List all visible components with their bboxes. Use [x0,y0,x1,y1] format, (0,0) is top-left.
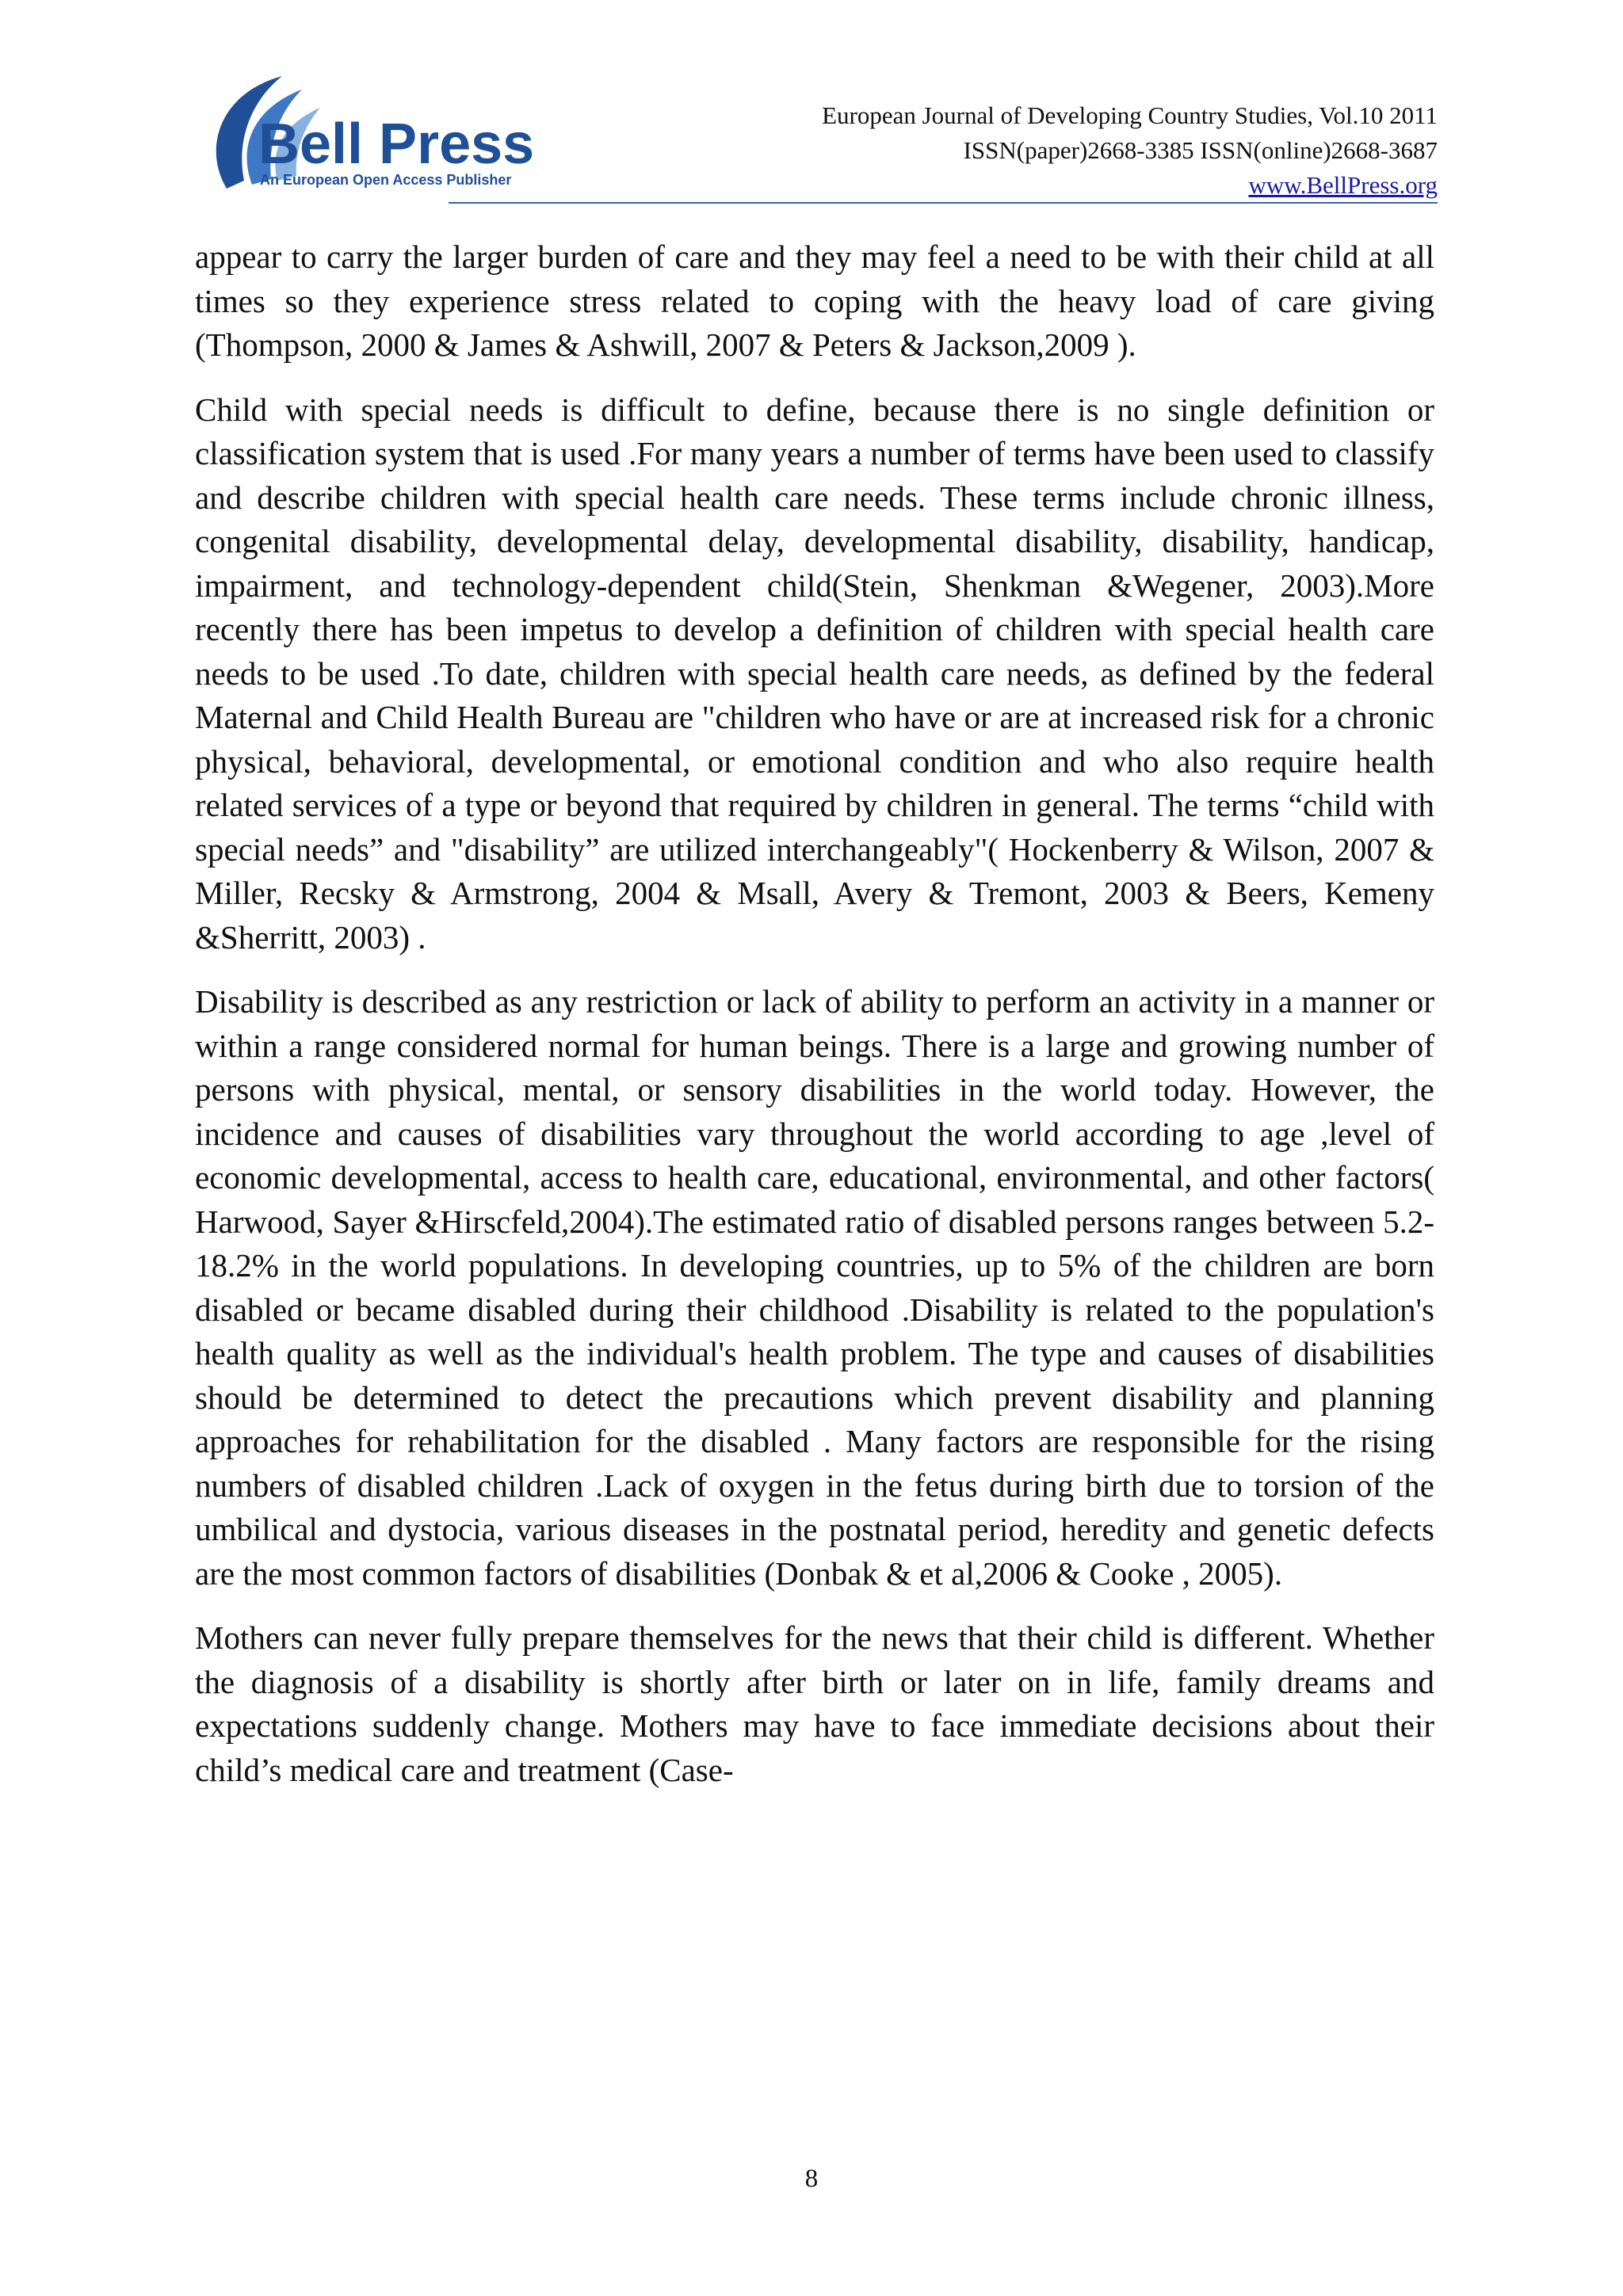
page-header [195,70,1438,203]
paragraph: Mothers can never fully prepare themselves for the news that their child is different. Whether the diagnosis of a disability is shortly after birth or later on in life, family dreams and expectations suddenly change. Mothers may have to face immediate decisions about their child’s medical care and treatment (Case- [195,1619,1434,1788]
paragraph: Disability is described as any restriction or lack of ability to perform an activity in a manner or within a range considered normal for human beings. There is a large and growing number of persons with physical, mental, or sensory disabilities in the world today. However, the incidence and causes of disabilities vary throughout the world according to age ,level of economic developmental, access to health care, educational, environmental, and other factors( Harwood, Sayer &Hirscfeld,2004).The estimated ratio of disabled persons ranges between 5.2-18.2% in the world populations. In developing countries, up to 5% of the children are born disabled or became disabled during their childhood .Disability is related to the population's health quality as well as the individual's health problem. The type and causes of disabilities should be determined to detect the precautions which prevent disability and planning approaches for rehabilitation for the disabled . Many factors are responsible for the rising numbers of disabled children .Lack of oxygen in the fetus during birth due to torsion of the umbilical and dystocia, various diseases in the postnatal period, heredity and genetic defects are the most common factors of disabilities (Donbak & et al,2006 & Cooke , 2005). [195,983,1434,1592]
logo-brand-text: Bell Press [258,113,535,176]
article-body [195,235,1434,1813]
journal-line: European Journal of Developing Country Studies, Vol.10 2011 [822,101,1438,129]
bell-press-logo [195,70,591,203]
paragraph: appear to carry the larger burden of care and they may feel a need to be with their child at all times so they experience stress related to coping with the heavy load of care giving (Thompson, 2000 & James & Ashwill, 2007 & Peters & Jackson,2009 ). [195,238,1434,363]
issn-line: ISSN(paper)2668-3385 ISSN(online)2668-3687 [963,136,1438,164]
logo-tagline-text: An European Open Access Publisher [260,172,512,188]
journal-url-link[interactable]: www.BellPress.org [1248,171,1438,199]
page-number: 8 [804,2164,819,2193]
header-divider [449,202,1438,204]
paragraph: Child with special needs is difficult to define, because there is no single definition or classification system that is used .For many years a number of terms have been used to classify and describe children with special health care needs. These terms include chronic illness, congenital disability, developmental delay, developmental disability, disability, handicap, impairment, and technology-dependent child(Stein, Shenkman &Wegener, 2003).More recently there has been impetus to develop a definition of children with special health care needs to be used .To date, children with special health care needs, as defined by the federal Maternal and Child Health Bureau are "children who have or are at increased risk for a chronic physical, behavioral, developmental, or emotional condition and who also require health related services of a type or beyond that required by children in general. The terms “child with special needs” and "disability” are utilized interchangeably"( Hockenberry & Wilson, 2007 & Miller, Recsky & Armstrong, 2004 & Msall, Avery & Tremont, 2003 & Beers, Kemeny &Sherritt, 2003) . [195,391,1434,955]
journal-info [822,98,1438,203]
